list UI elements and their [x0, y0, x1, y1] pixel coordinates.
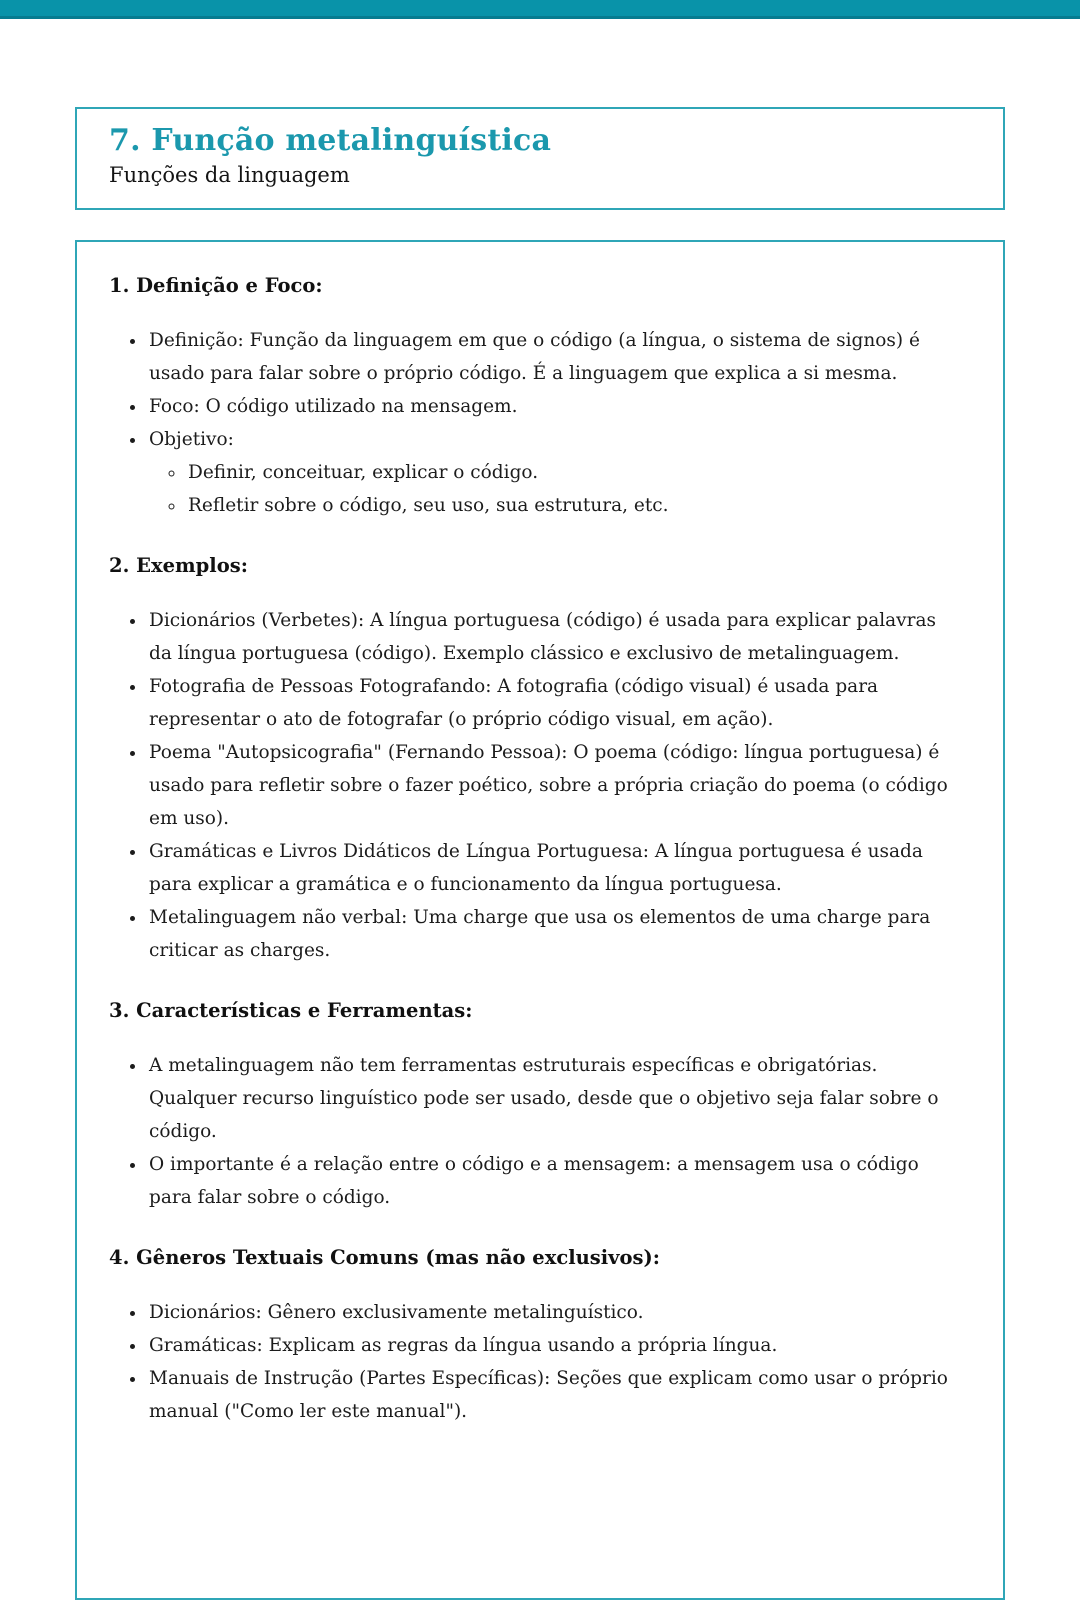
list-item: • Dicionários (Verbetes): A língua portuguesa (código) é usada para explicar palavras da língua portuguesa (código). Exemplo clássico e exclusivo de metalinguagem. [147, 604, 959, 670]
bullet-list [109, 324, 959, 522]
page-subtitle: Funções da linguagem [109, 163, 350, 187]
list-item: • Fotografia de Pessoas Fotografando: A fotografia (código visual) é usada para representar o ato de fotografar (o próprio código visual, em ação). [147, 670, 959, 736]
bullet-list [109, 1296, 959, 1428]
list-item: • Gramáticas e Livros Didáticos de Língua Portuguesa: A língua portuguesa é usada para explicar a gramática e o funcionamento da língua portuguesa. [147, 835, 959, 901]
sub-list-item: ◦ Refletir sobre o código, seu uso, sua estrutura, etc. [186, 489, 959, 522]
bullet-list [109, 604, 959, 967]
section [109, 997, 959, 1214]
bullet-list [109, 1049, 959, 1214]
content-box [75, 240, 1005, 1600]
section [109, 1244, 959, 1428]
section-heading: 1. Definição e Foco: [109, 274, 323, 297]
list-item: • Definição: Função da linguagem em que o código (a língua, o sistema de signos) é usado para falar sobre o próprio código. É a linguagem que explica a si mesma. [147, 324, 959, 390]
list-item: • A metalinguagem não tem ferramentas estruturais específicas e obrigatórias. Qualquer recurso linguístico pode ser usado, desde que o objetivo seja falar sobre o código. [147, 1049, 959, 1148]
list-item: • Dicionários: Gênero exclusivamente metalinguístico. [147, 1296, 959, 1329]
page-title: 7. Função metalinguística [109, 123, 552, 158]
list-item: • Foco: O código utilizado na mensagem. [147, 390, 959, 423]
section-heading: 2. Exemplos: [109, 554, 248, 577]
list-item: • Gramáticas: Explicam as regras da língua usando a própria língua. [147, 1329, 959, 1362]
section [109, 552, 959, 967]
list-item: • Manuais de Instrução (Partes Específicas): Seções que explicam como usar o próprio manual ("Como ler este manual"). [147, 1362, 959, 1428]
section-heading: 4. Gêneros Textuais Comuns (mas não exclusivos): [109, 1246, 660, 1269]
sections-container [109, 272, 959, 1428]
top-accent-bar [0, 0, 1080, 19]
list-item: • O importante é a relação entre o código e a mensagem: a mensagem usa o código para falar sobre o código. [147, 1148, 959, 1214]
list-item: • Poema "Autopsicografia" (Fernando Pessoa): O poema (código: língua portuguesa) é usado para refletir sobre o fazer poético, sobre a própria criação do poema (o código em uso). [147, 736, 959, 835]
list-item: • Objetivo: ◦ Definir, conceituar, explicar o código. ◦ Refletir sobre o código, seu uso, sua estrutura, etc. [147, 423, 959, 522]
sub-list-item: ◦ Definir, conceituar, explicar o código. [186, 456, 959, 489]
section [109, 272, 959, 522]
title-box [75, 107, 1005, 210]
sub-list [149, 456, 959, 522]
section-heading: 3. Características e Ferramentas: [109, 999, 473, 1022]
list-item: • Metalinguagem não verbal: Uma charge que usa os elementos de uma charge para criticar as charges. [147, 901, 959, 967]
